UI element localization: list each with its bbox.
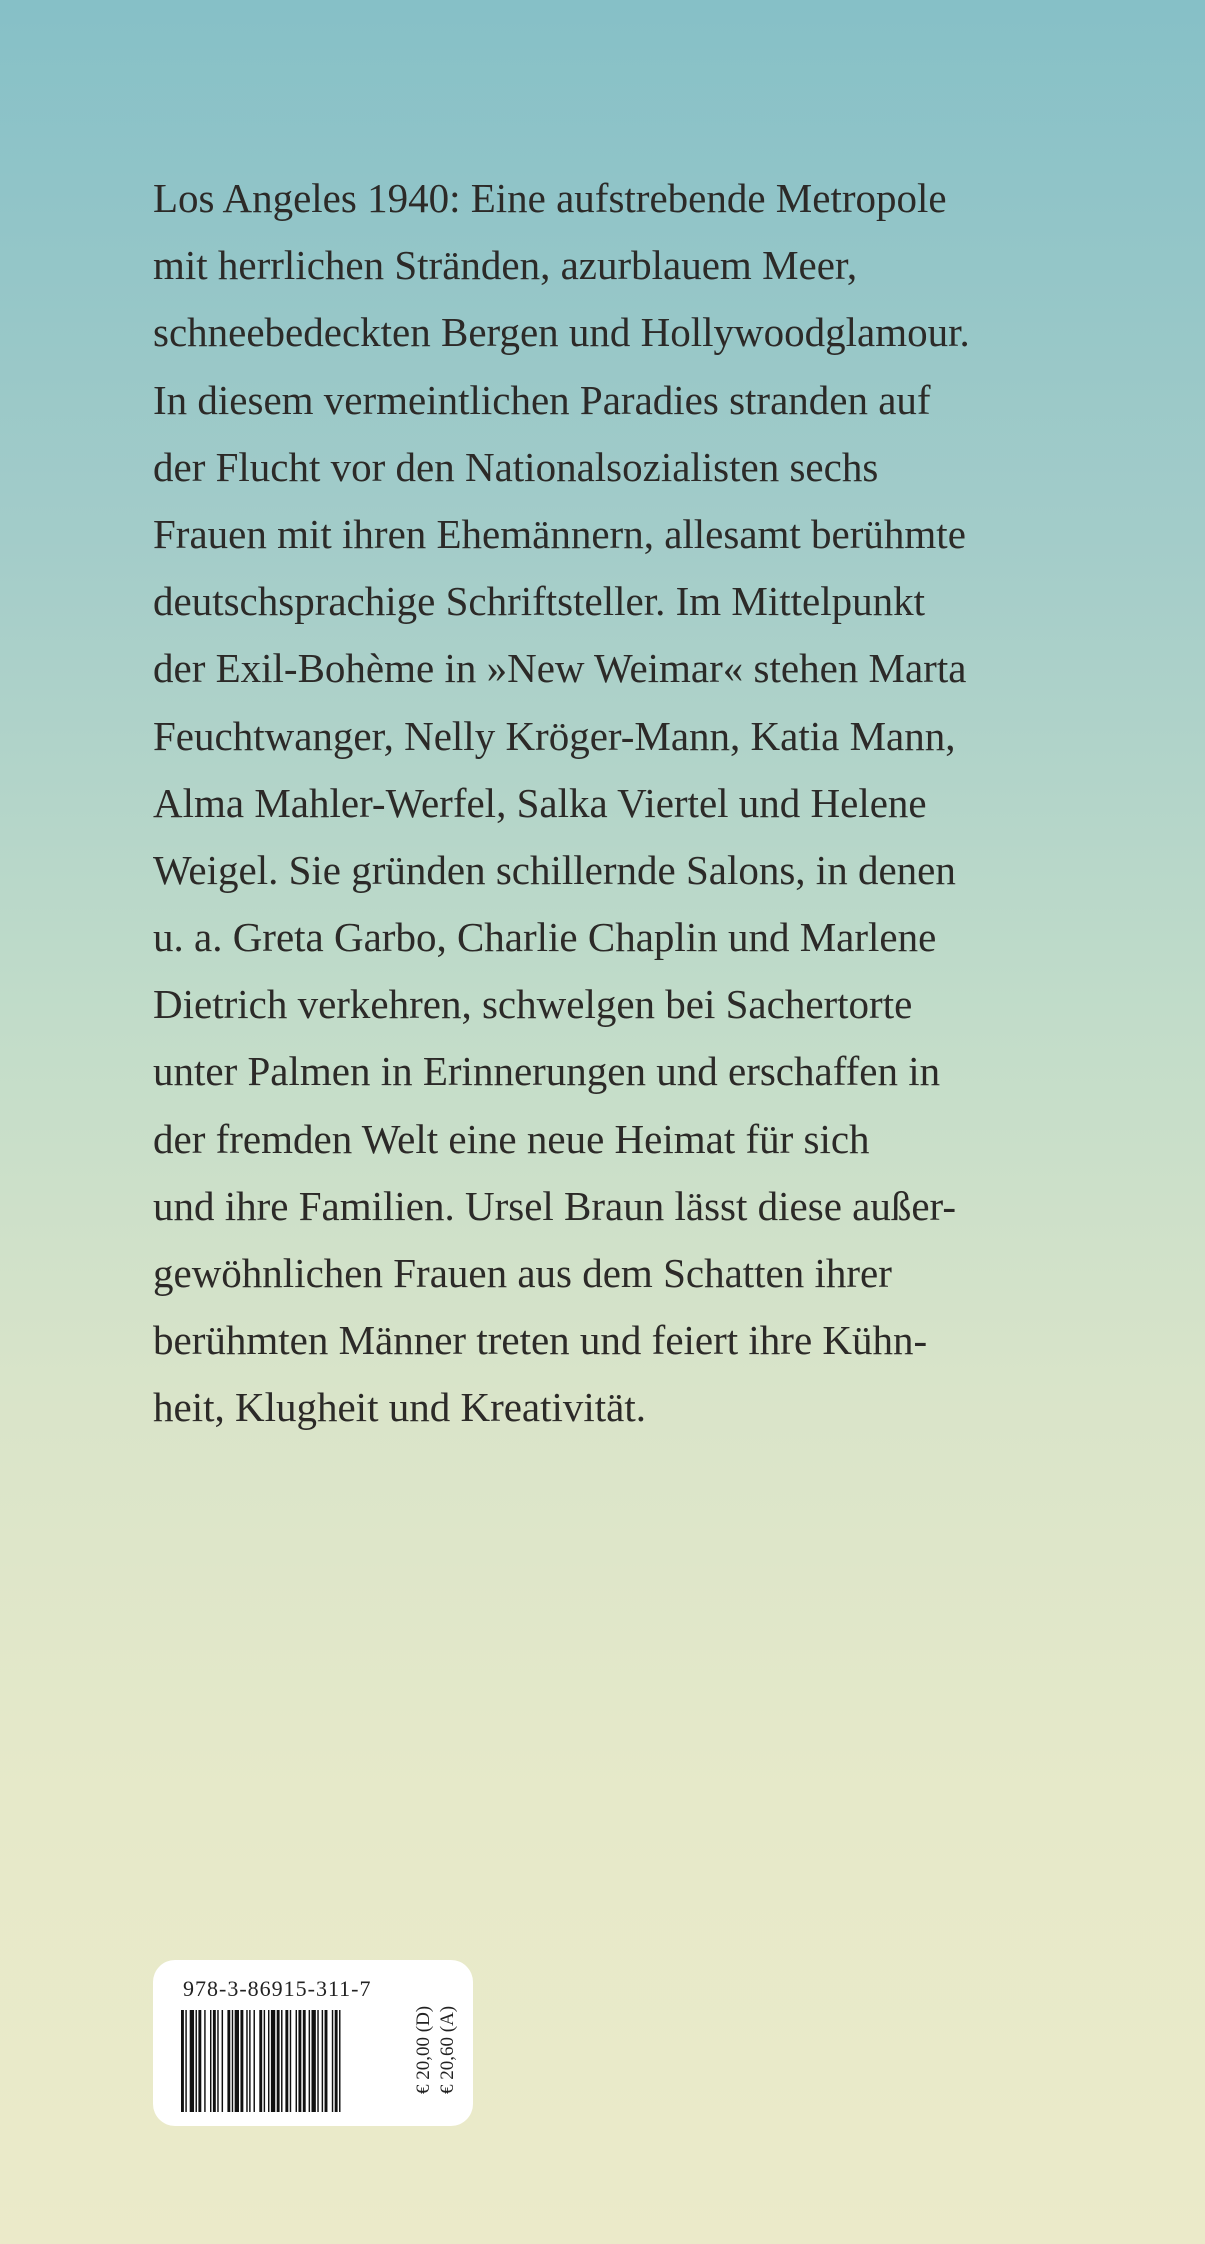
barcode-bar	[213, 2010, 216, 2112]
blurb-line: berühmten Männer treten und feiert ihre Kühn-	[153, 1317, 928, 1364]
barcode-bar	[185, 2010, 186, 2112]
isbn-number: 978-3-86915-311-7	[183, 1976, 372, 2001]
barcode-bar	[210, 2010, 211, 2112]
blurb-line: und ihre Familien. Ursel Braun lässt diese außer-	[153, 1182, 957, 1229]
blurb-line: u. a. Greta Garbo, Charlie Chaplin und Marlene	[153, 914, 937, 961]
barcode-bar	[222, 2010, 223, 2112]
barcode-bar	[335, 2010, 338, 2112]
barcode-bar	[298, 2010, 301, 2112]
barcode-bar	[249, 2010, 250, 2112]
blurb-line: heit, Klugheit und Kreativität.	[153, 1384, 647, 1431]
barcode-bar	[339, 2010, 340, 2112]
barcode-bar	[268, 2010, 269, 2112]
barcode-bar	[259, 2010, 262, 2112]
barcode-bar	[232, 2010, 233, 2112]
barcode-bar	[190, 2010, 194, 2112]
blurb-line: der Exil-Bohème in »New Weimar« stehen Marta	[153, 645, 967, 692]
barcode-bar	[285, 2010, 288, 2112]
price-germany: € 20,00 (D)	[413, 2005, 434, 2094]
barcode-bar	[227, 2010, 230, 2112]
barcode-bar	[296, 2010, 297, 2112]
blurb-line: Los Angeles 1940: Eine aufstrebende Metropole	[153, 175, 947, 221]
blurb-line: der Flucht vor den Nationalsozialisten sechs	[153, 443, 879, 490]
barcode-bar	[281, 2010, 282, 2112]
barcode-bar	[290, 2010, 291, 2112]
barcode-bar	[196, 2010, 197, 2112]
barcode-bar	[271, 2010, 275, 2112]
barcode-bar	[204, 2010, 205, 2112]
blurb-line: Feuchtwanger, Nelly Kröger-Mann, Katia Mann,	[153, 712, 956, 759]
blurb-line: Dietrich verkehren, schwelgen bei Sachertorte	[153, 981, 913, 1028]
price-austria: € 20,60 (A)	[437, 2005, 458, 2094]
blurb-line: gewöhnlichen Frauen aus dem Schatten ihrer	[153, 1250, 892, 1296]
barcode-bar	[264, 2010, 265, 2112]
barcode-bar	[246, 2010, 247, 2112]
blurb-line: der fremden Welt eine neue Heimat für sich	[153, 1115, 870, 1162]
barcode-image	[181, 2010, 407, 2112]
barcode-bar	[198, 2010, 201, 2112]
barcode-bar	[325, 2010, 328, 2112]
back-cover-blurb	[153, 165, 1053, 1442]
barcode-bar	[317, 2010, 318, 2112]
blurb-line: In diesem vermeintlichen Paradies stranden auf	[153, 376, 931, 423]
blurb-line: mit herrlichen Stränden, azurblauem Meer,	[153, 242, 858, 289]
barcode-bar	[240, 2010, 243, 2112]
barcode-bar	[217, 2010, 218, 2112]
barcode-bar	[277, 2010, 280, 2112]
barcode-bar	[254, 2010, 255, 2112]
barcode-label	[153, 1960, 473, 2126]
blurb-line: deutschsprachige Schriftsteller. Im Mittelpunkt	[153, 578, 925, 625]
barcode-bar	[312, 2010, 316, 2112]
blurb-line: Frauen mit ihren Ehemännern, allesamt berühmte	[153, 510, 966, 557]
blurb-line: Alma Mahler-Werfel, Salka Viertel und Helene	[153, 779, 927, 826]
blurb-line: schneebedeckten Bergen und Hollywoodglamour.	[153, 309, 970, 356]
barcode-bar	[332, 2010, 333, 2112]
barcode-bar	[322, 2010, 323, 2112]
barcode-bar	[235, 2010, 239, 2112]
blurb-line: unter Palmen in Erinnerungen und erschaffen in	[153, 1048, 941, 1095]
blurb-line: Weigel. Sie gründen schillernde Salons, in denen	[153, 846, 956, 893]
barcode-bar	[303, 2010, 306, 2112]
barcode-bar	[309, 2010, 310, 2112]
barcode-bar	[181, 2010, 184, 2112]
